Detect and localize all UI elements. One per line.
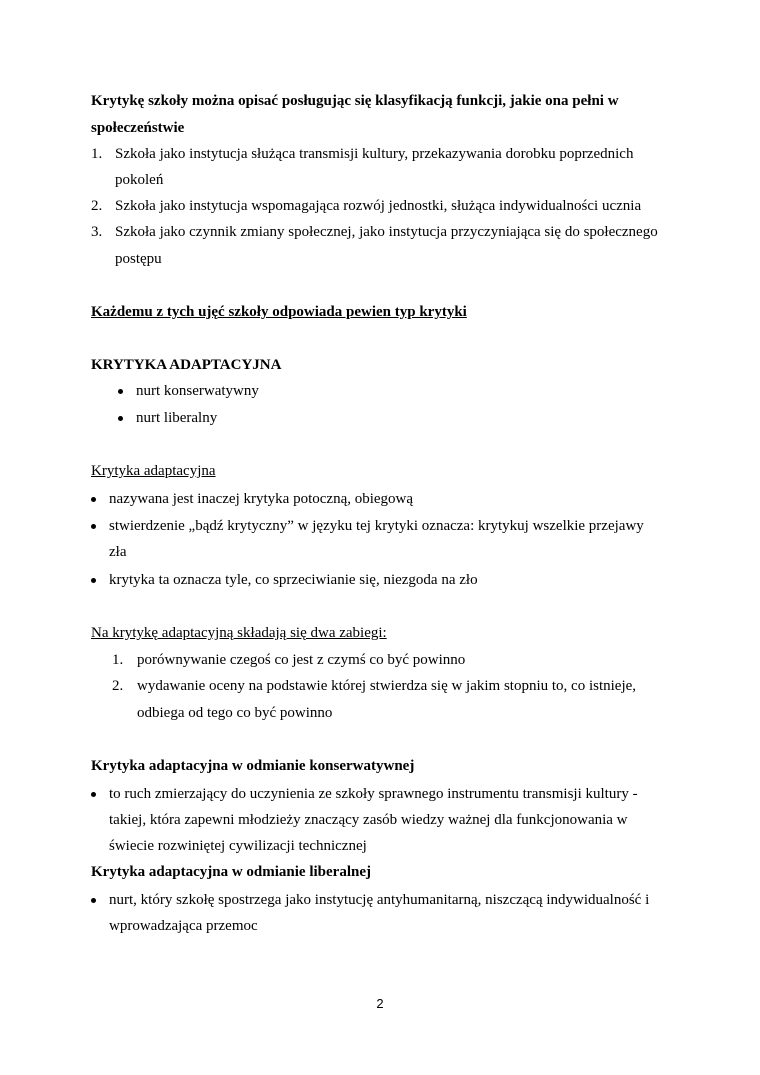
procedure-2-number: 2. xyxy=(112,678,124,694)
adaptive-bullet-1: nurt konserwatywny xyxy=(136,383,259,399)
procedures-title: Na krytykę adaptacyjną składają się dwa zabiegi: xyxy=(91,625,387,641)
conservative-line3: świecie rozwiniętej cywilizacji technicznej xyxy=(109,838,367,854)
intro-item-1-line1: Szkoła jako instytucja służąca transmisji kultury, przekazywania dorobku poprzednich xyxy=(115,146,634,162)
bullet-icon xyxy=(118,389,123,394)
procedure-2-line1: wydawanie oceny na podstawie której stwierdza się w jakim stopniu to, co istnieje, xyxy=(137,678,637,694)
bullet-icon xyxy=(91,497,96,502)
intro-item-3-line1: Szkoła jako czynnik zmiany społecznej, jako instytucja przyczyniająca się do społecznego xyxy=(115,224,658,240)
conservative-title: Krytyka adaptacyjna w odmianie konserwatywnej xyxy=(91,758,415,774)
adaptive-desc-bullet-2-line1: stwierdzenie „bądź krytyczny” w języku tej krytyki oznacza: krytykuj wszelkie przejawy xyxy=(109,518,644,534)
procedure-1-line1: porównywanie czegoś co jest z czymś co być powinno xyxy=(137,652,466,668)
procedure-1-number: 1. xyxy=(112,652,124,668)
intro-item-1-line2: pokoleń xyxy=(115,172,164,188)
liberal-line2: wprowadzająca przemoc xyxy=(109,918,258,934)
types-heading: Każdemu z tych ujęć szkoły odpowiada pewien typ krytyki xyxy=(91,304,467,320)
intro-item-1-number: 1. xyxy=(91,146,103,162)
bullet-icon xyxy=(91,792,96,797)
adaptive-desc-title: Krytyka adaptacyjna xyxy=(91,463,216,479)
adaptive-desc-bullet-3: krytyka ta oznacza tyle, co sprzeciwianie się, niezgoda na zło xyxy=(109,572,478,588)
bullet-icon xyxy=(91,578,96,583)
bullet-icon xyxy=(118,416,123,421)
page-number: 2 xyxy=(376,996,384,1011)
intro-item-3-line2: postępu xyxy=(115,251,162,267)
adaptive-bullet-2: nurt liberalny xyxy=(136,410,218,426)
adaptive-title: KRYTYKA ADAPTACYJNA xyxy=(91,357,282,373)
liberal-title: Krytyka adaptacyjna w odmianie liberalnej xyxy=(91,864,371,880)
intro-item-2-number: 2. xyxy=(91,198,103,214)
bullet-icon xyxy=(91,898,96,903)
adaptive-desc-bullet-1: nazywana jest inaczej krytyka potoczną, obiegową xyxy=(109,491,414,507)
intro-heading-line1: Krytykę szkoły można opisać posługując się klasyfikacją funkcji, jakie ona pełni w xyxy=(91,93,619,109)
adaptive-desc-bullet-2-line2: zła xyxy=(109,544,127,560)
intro-item-2-line1: Szkoła jako instytucja wspomagająca rozwój jednostki, służąca indywidualności ucznia xyxy=(115,198,642,214)
bullet-icon xyxy=(91,524,96,529)
conservative-line1: to ruch zmierzający do uczynienia ze szkoły sprawnego instrumentu transmisji kultury - xyxy=(109,786,638,802)
procedure-2-line2: odbiega od tego co być powinno xyxy=(137,705,333,721)
liberal-line1: nurt, który szkołę spostrzega jako instytucję antyhumanitarną, niszczącą indywidualność i xyxy=(109,892,650,908)
intro-item-3-number: 3. xyxy=(91,224,103,240)
conservative-line2: takiej, która zapewni młodzieży znaczący zasób wiedzy ważnej dla funkcjonowania w xyxy=(109,812,628,828)
intro-heading-line2: społeczeństwie xyxy=(91,120,185,136)
